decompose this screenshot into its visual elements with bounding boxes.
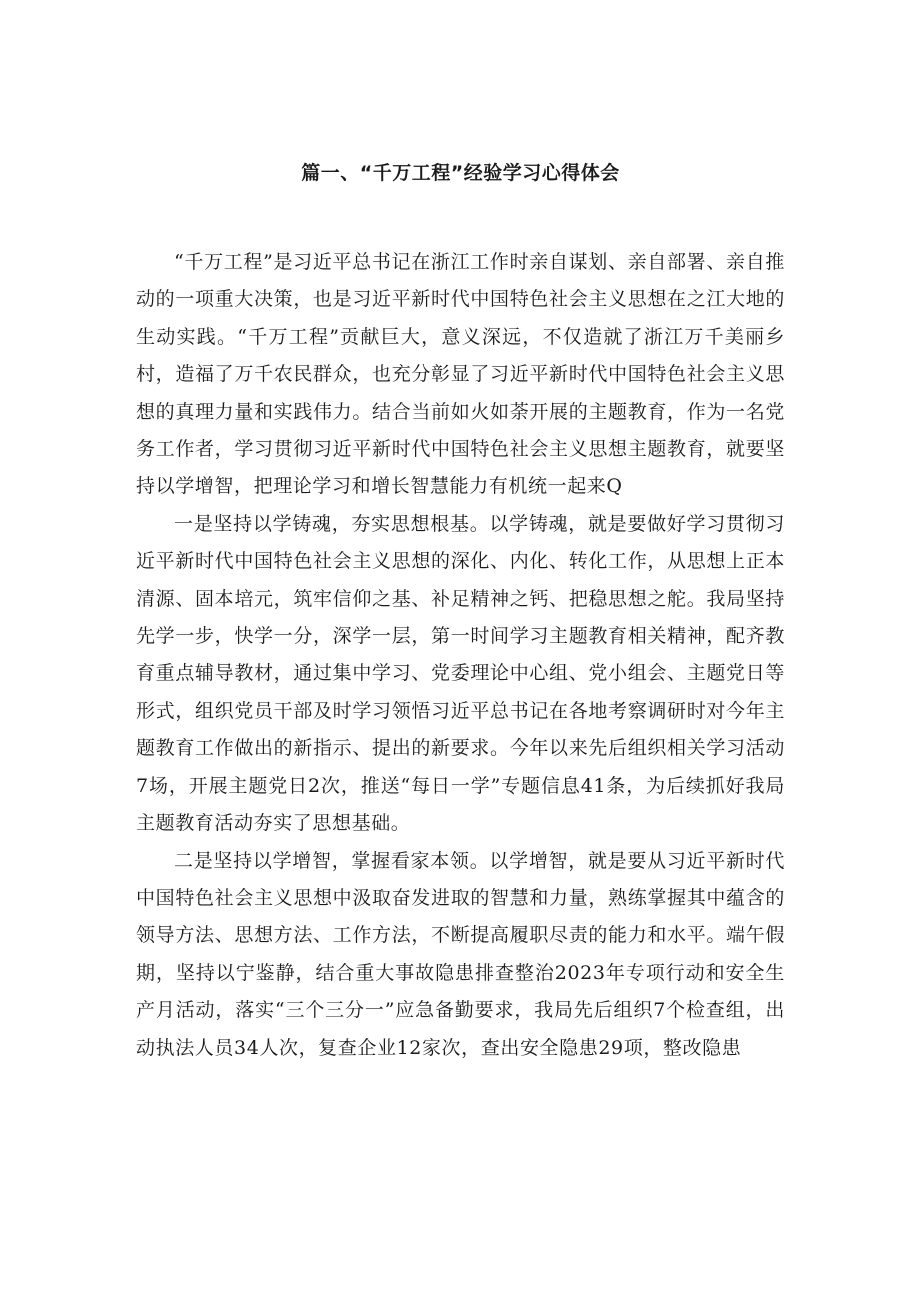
paragraph-intro: “千万工程”是习近平总书记在浙江工作时亲自谋划、亲自部署、亲自推动的一项重大决策，也是习近平新时代中国特色社会主义思想在之江大地的生动实践。“千万工程”贡献巨大，意义深远，不仅造就了浙江万千美丽乡村，造福了万千农民群众，也充分彰显了习近平新时代中国特色社会主义思想的真理力量和实践伟力。结合当前如火如荼开展的主题教育，作为一名党务工作者，学习贯彻习近平新时代中国特色社会主义思想主题教育，就要坚持以学增智，把理论学习和增长智慧能力有机统一起来Q: [136, 251, 785, 498]
document-body: [136, 244, 785, 1067]
document-title: 篇一、“千万工程”经验学习心得体会: [301, 162, 620, 184]
paragraph-point-one: 一是坚持以学铸魂，夯实思想根基。以学铸魂，就是要做好学习贯彻习近平新时代中国特色社会主义思想的深化、内化、转化工作，从思想上正本清源、固本培元，筑牢信仰之基、补足精神之钙、把稳思想之舵。我局坚持先学一步，快学一分，深学一层，第一时间学习主题教育相关精神，配齐教育重点辅导教材，通过集中学习、党委理论中心组、党小组会、主题党日等形式，组织党员干部及时学习领悟习近平总书记在各地考察调研时对今年主题教育工作做出的新指示、提出的新要求。今年以来先后组织相关学习活动7场，开展主题党日2次，推送“每日一学”专题信息41条，为后续抓好我局主题教育活动夯实了思想基础。: [136, 512, 785, 835]
paragraph-point-two: 二是坚持以学增智，掌握看家本领。以学增智，就是要从习近平新时代中国特色社会主义思想中汲取奋发进取的智慧和力量，熟练掌握其中蕴含的领导方法、思想方法、工作方法，不断提高履职尽责的能力和水平。端午假期，坚持以宁鉴静，结合重大事故隐患排查整治2023年专项行动和安全生产月活动，落实“三个三分一”应急备勤要求，我局先后组织7个检查组，出动执法人员34人次，复查企业12家次，查出安全隐患29项，整改隐患: [136, 849, 785, 1059]
